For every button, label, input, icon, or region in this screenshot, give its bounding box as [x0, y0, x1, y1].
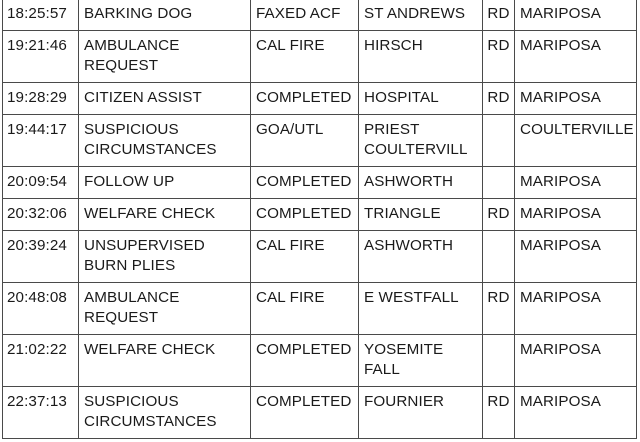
call-type-cell: BARKING DOG: [79, 0, 251, 31]
call-type-cell: WELFARE CHECK: [79, 199, 251, 231]
disposition-cell: CAL FIRE: [251, 31, 359, 83]
city-cell: MARIPOSA: [515, 83, 637, 115]
street-cell: PRIEST COULTERVILL: [359, 115, 483, 167]
disposition-cell: CAL FIRE: [251, 283, 359, 335]
call-type-cell: FOLLOW UP: [79, 167, 251, 199]
table-row: [3, 167, 637, 199]
street-suffix-cell: RD: [483, 0, 515, 31]
disposition-cell: COMPLETED: [251, 335, 359, 387]
time-cell: 20:48:08: [3, 283, 79, 335]
street-suffix-cell: RD: [483, 83, 515, 115]
city-cell: MARIPOSA: [515, 335, 637, 387]
city-cell: MARIPOSA: [515, 283, 637, 335]
call-type-cell: WELFARE CHECK: [79, 335, 251, 387]
time-cell: 20:39:24: [3, 231, 79, 283]
time-cell: 20:09:54: [3, 167, 79, 199]
time-cell: 19:28:29: [3, 83, 79, 115]
time-cell: 22:37:13: [3, 387, 79, 439]
disposition-cell: COMPLETED: [251, 167, 359, 199]
table-row: [3, 31, 637, 83]
time-cell: 21:02:22: [3, 335, 79, 387]
city-cell: MARIPOSA: [515, 0, 637, 31]
call-log-body: [3, 0, 637, 439]
disposition-cell: COMPLETED: [251, 199, 359, 231]
street-cell: TRIANGLE: [359, 199, 483, 231]
street-suffix-cell: [483, 335, 515, 387]
street-cell: HIRSCH: [359, 31, 483, 83]
city-cell: MARIPOSA: [515, 167, 637, 199]
street-cell: HOSPITAL: [359, 83, 483, 115]
table-row: [3, 283, 637, 335]
street-cell: FOURNIER: [359, 387, 483, 439]
table-row: [3, 387, 637, 439]
street-suffix-cell: RD: [483, 387, 515, 439]
street-suffix-cell: RD: [483, 31, 515, 83]
disposition-cell: GOA/UTL: [251, 115, 359, 167]
street-suffix-cell: RD: [483, 283, 515, 335]
city-cell: MARIPOSA: [515, 199, 637, 231]
street-cell: ASHWORTH: [359, 167, 483, 199]
street-suffix-cell: [483, 231, 515, 283]
call-log-table: [2, 0, 637, 439]
disposition-cell: COMPLETED: [251, 387, 359, 439]
disposition-cell: CAL FIRE: [251, 231, 359, 283]
disposition-cell: FAXED ACF: [251, 0, 359, 31]
street-cell: E WESTFALL: [359, 283, 483, 335]
table-row: [3, 83, 637, 115]
call-type-cell: CITIZEN ASSIST: [79, 83, 251, 115]
time-cell: 19:44:17: [3, 115, 79, 167]
city-cell: COULTERVILLE: [515, 115, 637, 167]
table-row: [3, 0, 637, 31]
time-cell: 18:25:57: [3, 0, 79, 31]
street-suffix-cell: RD: [483, 199, 515, 231]
table-row: [3, 335, 637, 387]
call-type-cell: AMBULANCE REQUEST: [79, 31, 251, 83]
street-suffix-cell: [483, 115, 515, 167]
street-cell: ST ANDREWS: [359, 0, 483, 31]
call-type-cell: SUSPICIOUS CIRCUMSTANCES: [79, 387, 251, 439]
table-row: [3, 231, 637, 283]
time-cell: 19:21:46: [3, 31, 79, 83]
street-suffix-cell: [483, 167, 515, 199]
street-cell: YOSEMITE FALL: [359, 335, 483, 387]
street-cell: ASHWORTH: [359, 231, 483, 283]
table-row: [3, 199, 637, 231]
disposition-cell: COMPLETED: [251, 83, 359, 115]
call-type-cell: UNSUPERVISED BURN PLIES: [79, 231, 251, 283]
city-cell: MARIPOSA: [515, 31, 637, 83]
city-cell: MARIPOSA: [515, 387, 637, 439]
call-type-cell: AMBULANCE REQUEST: [79, 283, 251, 335]
table-row: [3, 115, 637, 167]
time-cell: 20:32:06: [3, 199, 79, 231]
city-cell: MARIPOSA: [515, 231, 637, 283]
call-type-cell: SUSPICIOUS CIRCUMSTANCES: [79, 115, 251, 167]
